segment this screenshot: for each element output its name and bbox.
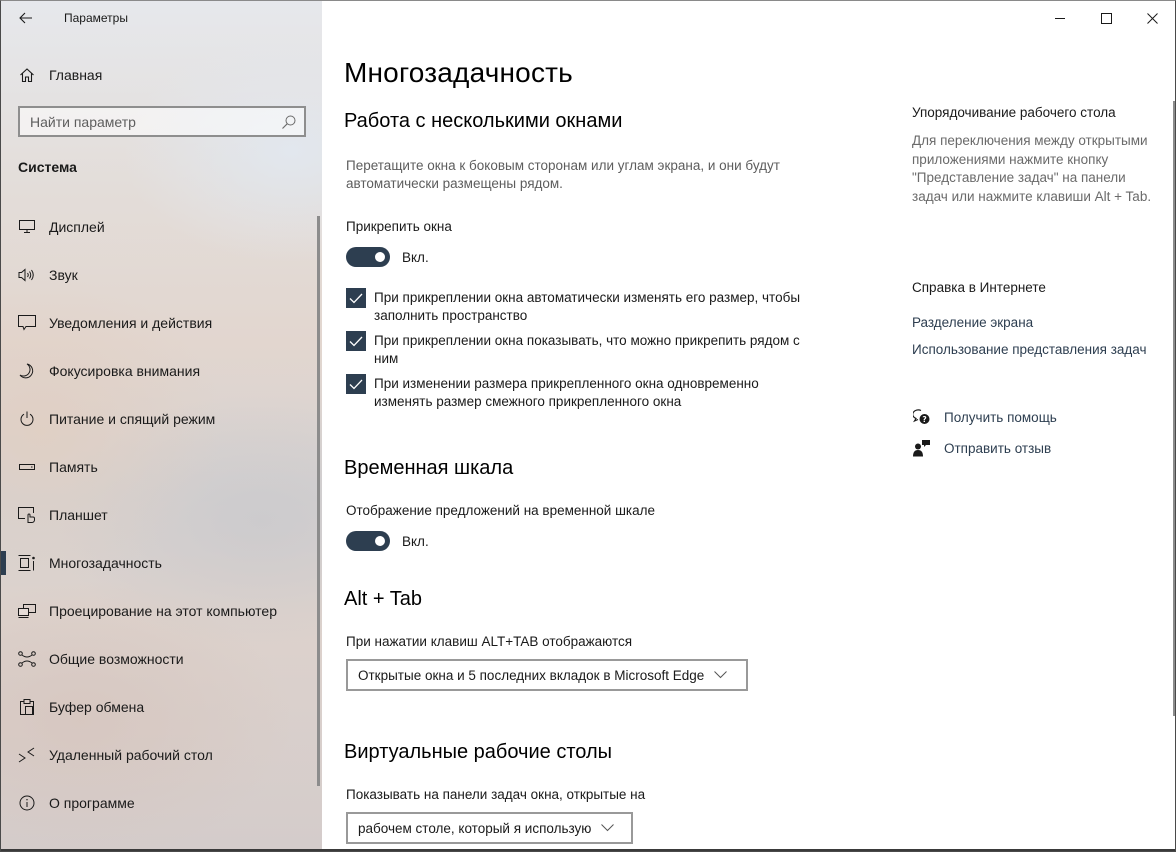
sidebar-item-label: Проецирование на этот компьютер: [49, 603, 277, 619]
sidebar-item-label: Планшет: [49, 507, 108, 523]
snap-heading: Работа с несколькими окнами: [344, 110, 623, 132]
multitasking-icon: [17, 553, 37, 573]
toggle-knob: [375, 536, 385, 546]
sidebar-item-power[interactable]: [1, 395, 317, 443]
sidebar-item-label: Главная: [49, 67, 103, 83]
checkbox-label: При прикреплении окна показывать, что можно прикрепить рядом с ним: [374, 333, 800, 366]
sidebar-item-label: Удаленный рабочий стол: [49, 747, 213, 763]
snap-toggle-label: Прикрепить окна: [346, 219, 452, 234]
sidebar-item-label: О программе: [49, 795, 135, 811]
snap-windows-toggle[interactable]: [346, 247, 390, 267]
selected-indicator: [1, 551, 6, 575]
dropdown-value: рабочем столе, который я использую: [358, 820, 592, 836]
sidebar-item-tablet[interactable]: [1, 491, 317, 539]
sidebar-item-focus-assist[interactable]: [1, 347, 317, 395]
search-box[interactable]: [18, 106, 306, 137]
sidebar-item-label: Общие возможности: [49, 651, 184, 667]
timeline-suggestions-toggle[interactable]: [346, 531, 390, 551]
maximize-button[interactable]: [1083, 1, 1129, 35]
sidebar-item-label: Звук: [49, 267, 78, 283]
alttab-label: При нажатии клавиш ALT+TAB отображаются: [346, 634, 633, 649]
organize-heading: Упорядочивание рабочего стола: [912, 105, 1116, 120]
online-help-heading: Справка в Интернете: [912, 280, 1046, 295]
page-title: Многозадачность: [344, 57, 573, 88]
remote-desktop-icon: [17, 745, 37, 765]
notification-icon: [17, 313, 37, 333]
virtual-desktops-label: Показывать на панели задач окна, открытые на: [346, 787, 646, 802]
sidebar-item-label: Дисплей: [49, 219, 105, 235]
sidebar-item-storage[interactable]: [1, 443, 317, 491]
sidebar-nav-list: [1, 203, 317, 827]
feedback-icon: [912, 438, 932, 458]
timeline-heading: Временная шкала: [344, 457, 514, 479]
section-label: Система: [18, 159, 77, 175]
minimize-icon: [1055, 13, 1066, 24]
alttab-heading: Alt + Tab: [344, 588, 423, 610]
link-task-view[interactable]: Использование представления задач: [912, 342, 1147, 357]
checkbox[interactable]: [346, 374, 366, 394]
svg-text:?: ?: [922, 415, 927, 424]
sidebar-item-shared-experiences[interactable]: [1, 635, 317, 683]
checkmark-icon: [349, 293, 363, 304]
sidebar-item-label: Многозадачность: [49, 555, 162, 571]
close-button[interactable]: [1129, 1, 1175, 35]
search-icon[interactable]: [281, 114, 297, 130]
checkmark-icon: [349, 336, 363, 347]
maximize-icon: [1101, 13, 1112, 24]
link-split-screen[interactable]: Разделение экрана: [912, 315, 1034, 330]
sidebar-item-projection[interactable]: [1, 587, 317, 635]
organize-text: Для переключения между открытыми приложениями нажмите кнопку "Представление задач" на панели задач или нажмите клавиши Alt + Tab.: [912, 133, 1152, 204]
chevron-down-icon: [601, 823, 615, 833]
sidebar-item-about[interactable]: [1, 779, 317, 827]
toggle-state-label: Вкл.: [402, 533, 429, 549]
back-button[interactable]: [13, 6, 39, 30]
sidebar-item-clipboard[interactable]: [1, 683, 317, 731]
speaker-icon: [17, 265, 37, 285]
sidebar-item-remote-desktop[interactable]: [1, 731, 317, 779]
get-help-label: Получить помощь: [944, 409, 1057, 425]
get-help-button[interactable]: [912, 407, 1057, 427]
virtual-desktops-heading: Виртуальные рабочие столы: [344, 741, 612, 763]
checkmark-icon: [349, 379, 363, 390]
sidebar-item-label: Буфер обмена: [49, 699, 145, 715]
sidebar-item-label: Память: [49, 459, 98, 475]
snap-toggle-row: [346, 247, 429, 267]
power-icon: [17, 409, 37, 429]
toggle-state-label: Вкл.: [402, 249, 429, 265]
checkbox-label: При изменении размера прикрепленного окна одновременно изменять размер смежного прикрепленного окна: [374, 376, 759, 409]
tablet-icon: [17, 505, 37, 525]
sidebar-item-label: Питание и спящий режим: [49, 411, 216, 427]
app-title: Параметры: [64, 11, 128, 25]
search-input[interactable]: [20, 108, 304, 135]
checkbox-label: При прикреплении окна автоматически изменять его размер, чтобы заполнить пространство: [374, 290, 801, 323]
moon-icon: [17, 361, 37, 381]
window-controls: [1037, 1, 1175, 35]
main-content: [322, 1, 1176, 852]
timeline-toggle-label: Отображение предложений на временной шкале: [346, 503, 656, 518]
snap-description: Перетащите окна к боковым сторонам или углам экрана, и они будут автоматически размещены рядом.: [346, 158, 780, 191]
arrow-left-icon: [19, 12, 33, 24]
send-feedback-label: Отправить отзыв: [944, 440, 1052, 456]
sidebar-item-display[interactable]: [1, 203, 317, 251]
timeline-toggle-row: [346, 531, 429, 551]
sidebar: [1, 1, 322, 852]
sidebar-item-home[interactable]: [1, 57, 317, 93]
monitor-icon: [17, 217, 37, 237]
storage-icon: [17, 457, 37, 477]
projection-icon: [17, 601, 37, 621]
clipboard-icon: [17, 697, 37, 717]
sidebar-item-notifications[interactable]: [1, 299, 317, 347]
shared-experiences-icon: [17, 649, 37, 669]
send-feedback-button[interactable]: [912, 438, 1052, 458]
sidebar-item-multitasking[interactable]: [1, 539, 317, 587]
window-border-bottom: [1, 849, 1176, 851]
toggle-knob: [375, 252, 385, 262]
home-icon: [17, 65, 37, 85]
minimize-button[interactable]: [1037, 1, 1083, 35]
checkbox[interactable]: [346, 288, 366, 308]
title-bar: [1, 1, 322, 35]
dropdown-value: Открытые окна и 5 последних вкладок в Microsoft Edge: [358, 667, 705, 683]
chevron-down-icon: [714, 670, 728, 680]
sidebar-item-label: Уведомления и действия: [49, 315, 213, 331]
close-icon: [1147, 13, 1158, 24]
checkbox[interactable]: [346, 331, 366, 351]
alttab-dropdown[interactable]: [346, 659, 748, 691]
sidebar-scrollbar[interactable]: [317, 216, 320, 786]
sidebar-item-label: Фокусировка внимания: [49, 363, 201, 379]
info-icon: [17, 793, 37, 813]
help-chat-icon: [912, 407, 932, 427]
virtual-desktops-dropdown[interactable]: [346, 812, 633, 844]
sidebar-item-sound[interactable]: [1, 251, 317, 299]
